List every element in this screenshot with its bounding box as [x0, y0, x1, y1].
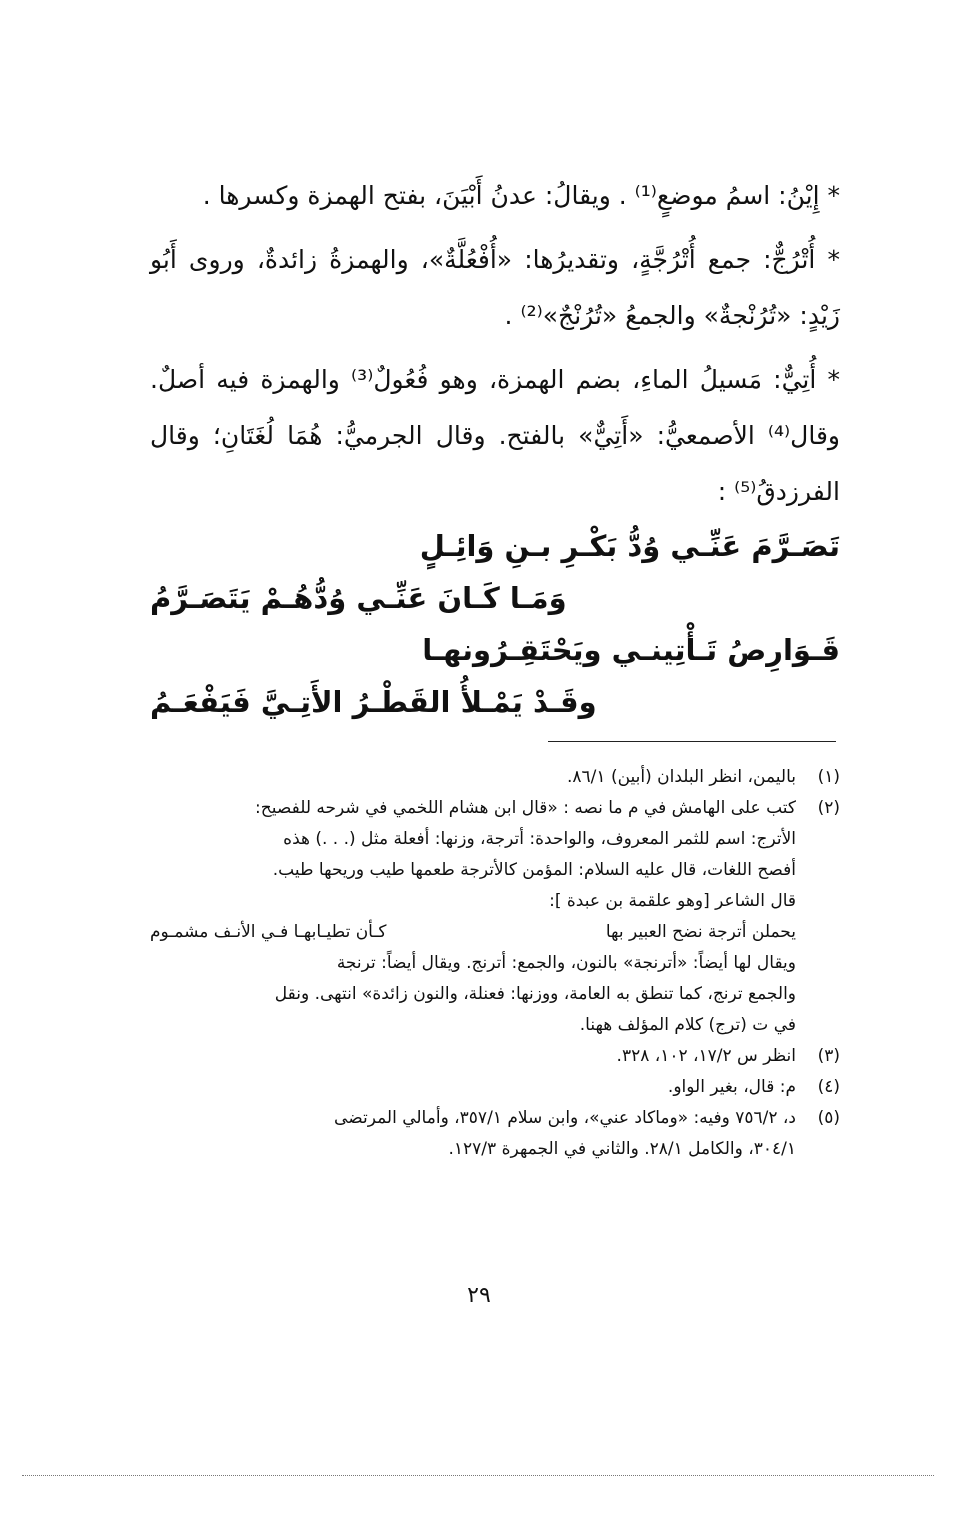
footnote-line: في ت (ترج) كلام المؤلف ههنا.: [579, 1015, 796, 1035]
scan-bottom-edge: [22, 1475, 934, 1476]
footnote-number: (١): [817, 767, 840, 787]
footnote-3: [150, 1041, 840, 1072]
footnotes: [150, 762, 840, 1165]
entry-utrujj: * أُتْرُجٌّ: جمع أُتْرُجَّةٍ، وتقديرُها: «أُفْعُلَّةٌ»، والهمزةُ زائدةٌ، وروى أَبُو زَيْدٍ: «تُرُنْجةٌ» والجمعُ «تُرُنْجٌ»⁽²⁾ .: [150, 245, 840, 330]
verse-second-half: كـأن تطيـابهـا فـي الأنـف مشمـوم: [150, 922, 387, 942]
footnote-line: ٣٠٤/١، والكامل ٢٨/١. والثاني في الجمهرة ١٢٧/٣.: [448, 1139, 796, 1159]
footnote-text: [150, 1103, 796, 1165]
footnote-text: [150, 793, 796, 1041]
footnote-line: كتب على الهامش في م ما نصه : «قال ابن هشام اللخمي في شرحه للفصيح:: [255, 798, 796, 818]
footnote-line: ويقال لها أيضاً: «أترنجة» بالنون، والجمع: أترنج. ويقال أيضاً: ترنجة: [336, 953, 796, 973]
footnote-number: (٤): [817, 1077, 840, 1097]
footnote-verse: [150, 917, 796, 948]
footnote-text: باليمن، انظر البلدان (أبين) ٨٦/١.: [567, 767, 796, 787]
poem-line-1: تَصَـرَّمَ عَنِّـي وُدُّ بَكْـرِ بـنِ وَائِـلٍ: [419, 529, 840, 563]
poem-line-3: قَـوَارِصُ تَـأْتِينـي ويَحْتَقِـرُونهـا: [422, 633, 840, 667]
footnote-1: [150, 762, 840, 793]
entry-utiyy: * أُتِيٌّ: مَسيلُ الماءِ، بضم الهمزة، وهو فُعُولٌ⁽³⁾ والهمزة فيه أصلٌ. وقال⁽⁴⁾ الأصمعيُّ: «أَتِيٌّ» بالفتح. وقال الجرميُّ: هُمَا لُغَتَانِ؛ وقال الفرزدقُ⁽⁵⁾ :: [150, 365, 840, 506]
footnote-separator: [548, 741, 836, 742]
main-text: [150, 168, 840, 528]
footnote-number: (٢): [817, 798, 840, 818]
entry-abyan: * إِيْنُ: اسمُ موضعٍ⁽¹⁾ . ويقالُ: عدنُ أَبْيَنَ، بفتح الهمزة وكسرها .: [202, 181, 840, 210]
poem: [150, 520, 840, 728]
footnote-number: (٥): [817, 1108, 840, 1128]
footnote-number: (٣): [817, 1046, 840, 1066]
poem-line-4: وقَـدْ يَمْـلأُ القَطْـرُ الأَتِـيَّ فَيَفْعَـمُ: [150, 685, 597, 719]
poem-line-2: وَمَـا كَـانَ عَنِّـي وُدُّهُـمْ يَتَصَـرَّمُ: [150, 581, 567, 615]
page-number: ٢٩: [467, 1283, 491, 1308]
footnote-5: [150, 1103, 840, 1165]
footnote-line: والجمع ترنج، كما تنطق به العامة، ووزنها: فعنلة، والنون زائدة» انتهى. ونقل: [274, 984, 796, 1004]
verse-first-half: يحملن أترجة نضح العبير بها: [605, 922, 796, 942]
footnote-line: د، ٧٥٦/٢ وفيه: «وماكاد عني»، وابن سلام ٣٥٧/١، وأمالي المرتضى: [334, 1108, 796, 1128]
footnote-text: م: قال، بغير الواو.: [667, 1077, 796, 1097]
footnote-text: انظر س ١٧/٢، ١٠٢، ٣٢٨.: [616, 1046, 796, 1066]
footnote-4: [150, 1072, 840, 1103]
footnote-line: قال الشاعر [وهو علقمة بن عبدة ]:: [549, 891, 796, 911]
footnote-line: الأترج: اسم للثمر المعروف، والواحدة: أترجة، وزنها: أفعلة مثل (. . .) هذه: [283, 829, 796, 849]
footnote-line: أفصح اللغات، قال عليه السلام: المؤمن كالأترجة طعمها طيب وريحها طيب.: [272, 860, 796, 880]
footnote-2: [150, 793, 840, 1041]
